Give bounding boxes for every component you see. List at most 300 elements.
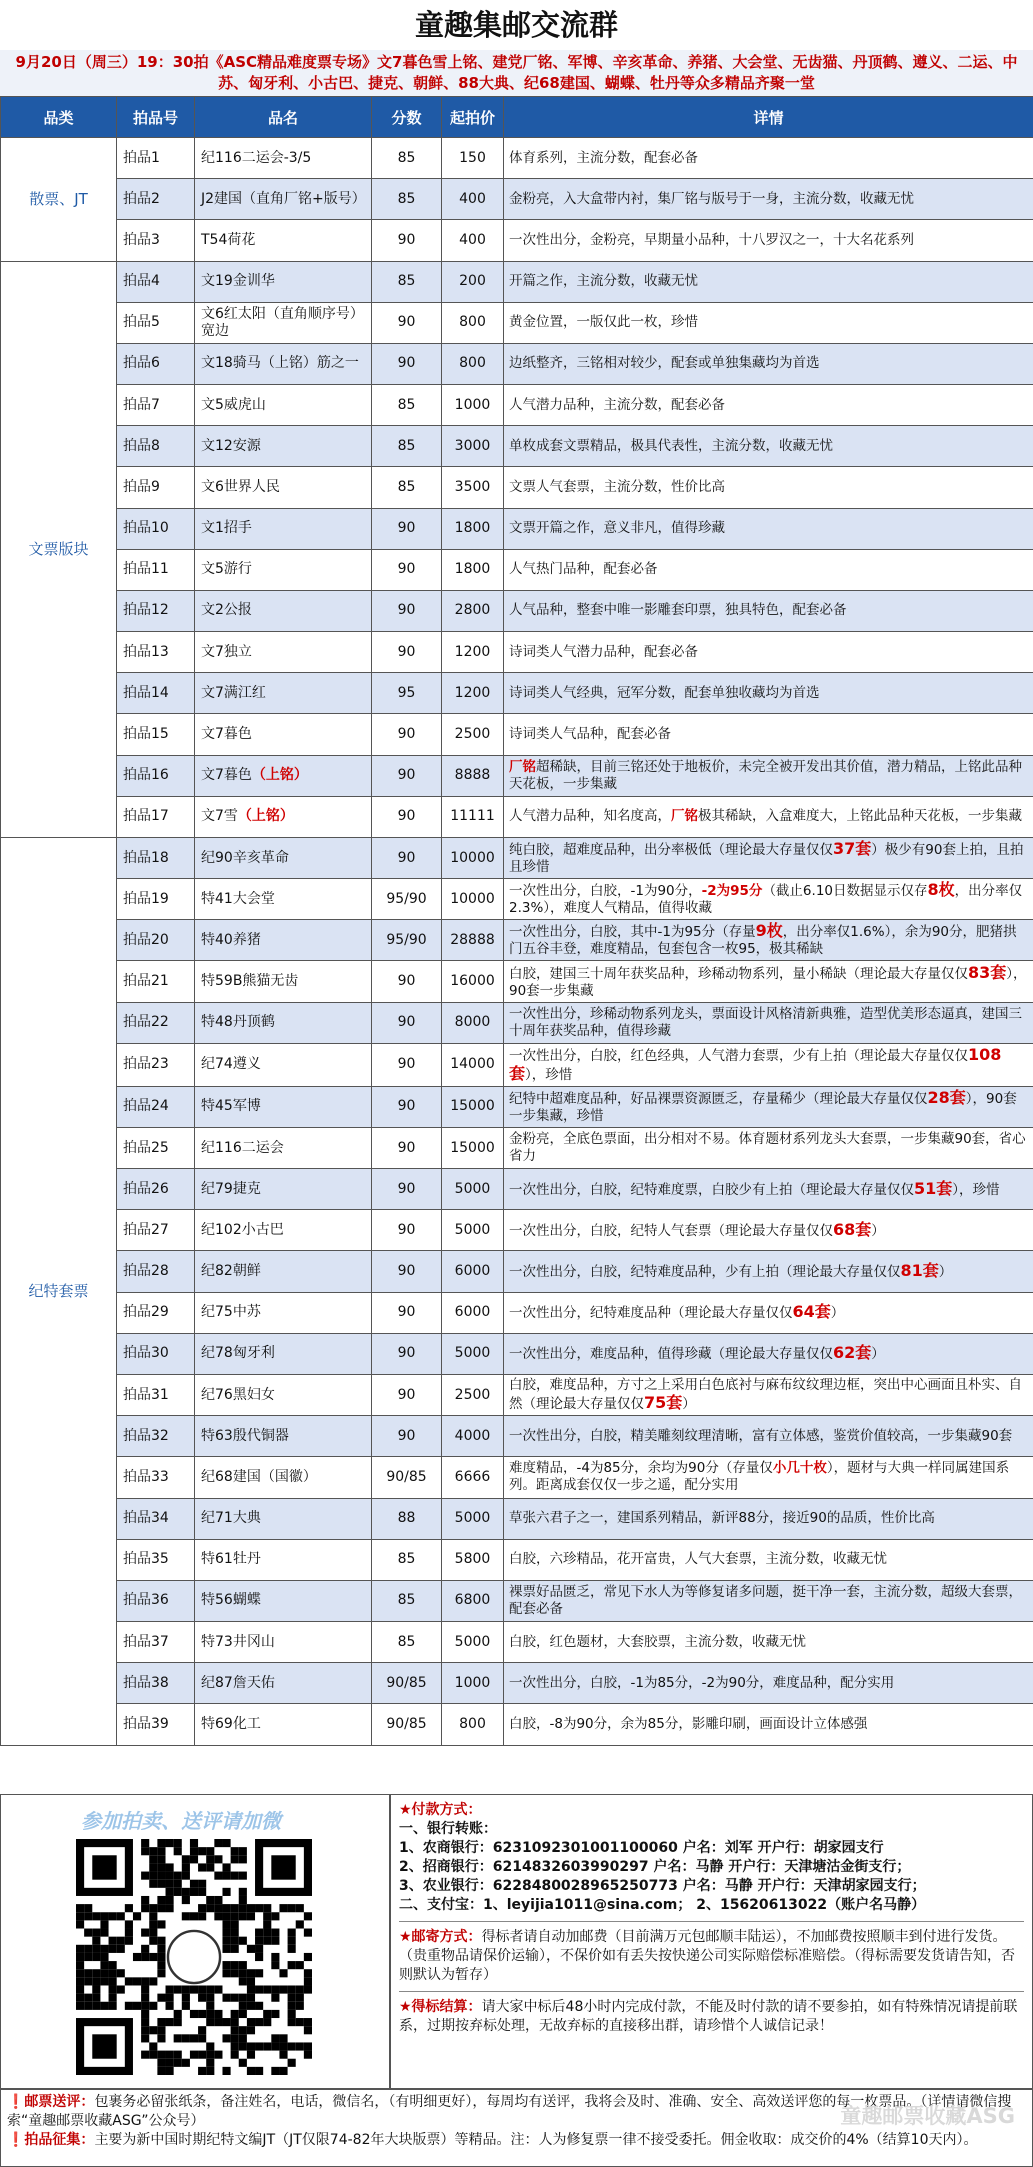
payment-title: ★付款方式： [399,1802,482,1818]
detail-text: 白胶，建国三十周年获奖品种，珍稀动物系列，量小稀缺（理论最大存量仅仅 [509,965,968,982]
category-cell: 纪特套票 [1,837,117,1745]
qr-panel [0,1794,390,2089]
pay-line-2: 2、招商银行：6214832603990297 户名：马静 开户行：天津塘沽金街支行； [399,1859,911,1875]
lot-name: 纪76黑妇女 [201,1386,275,1403]
col-header-start-price: 起拍价 [442,97,504,138]
detail-cell [504,1333,1033,1374]
score-cell: 88 [372,1498,442,1539]
score-cell: 90 [372,1169,442,1210]
detail-text: ），珍惜 [952,1181,1000,1198]
table-row [1,1457,1033,1498]
start-price-cell: 8000 [442,1002,504,1043]
table-row [1,1043,1033,1086]
start-price-cell: 5000 [442,1210,504,1251]
score-cell: 90 [372,1251,442,1292]
collect-text: 主要为新中国时期纪特文编JT（JT仅限74-82年大块版票）等精品。注：人为修复票一律不接受委托。佣金收取：成交价的4%（结算10天内）。 [94,2132,978,2148]
table-row [1,1704,1033,1745]
lot-number-cell: 拍品13 [117,632,195,673]
detail-text: 人气潜力品种，主流分数，配套必备 [509,396,725,413]
detail-text: -2为95分 [701,883,763,900]
lot-name: 特63殷代铜器 [201,1427,289,1444]
detail-cell [504,590,1033,631]
detail-text: 8枚 [927,880,955,900]
pay-line-4: 二、支付宝：1、leyijia1011@sina.com； 2、15620613022（账户名马静） [399,1897,926,1913]
detail-text: 白胶，六珍精品，花开富贵，人气大套票，主流分数，收藏无忧 [509,1551,887,1568]
lot-name-cell [195,549,372,590]
start-price-cell: 16000 [442,961,504,1002]
score-cell: 90 [372,590,442,631]
start-price-cell: 11111 [442,796,504,837]
table-row [1,179,1033,220]
lot-name: 纪82朝鲜 [201,1263,261,1280]
table-header-row [1,97,1033,138]
wechat-qr-code [76,1839,312,2075]
lot-name: 文2公报 [201,602,252,619]
table-row [1,1086,1033,1127]
settle-text: 请大家中标后48小时内完成付款，不能及时付款的请不要参拍，如有特殊情况请提前联系，过期按弃标处理，无故弃标的直接移出群，请珍惜个人诚信记录！ [399,1999,1018,2034]
detail-text: 人气潜力品种，知名度高， [509,808,671,825]
detail-text: 一次性出分，难度品种，值得珍藏（理论最大存量仅仅 [509,1346,833,1363]
lot-name: 文12安源 [201,437,261,454]
lot-name: 文7满江红 [201,684,266,701]
detail-text: 28套 [927,1087,966,1107]
table-row [1,837,1033,878]
detail-cell [504,261,1033,302]
detail-text: 一次性出分，珍稀动物系列龙头，票面设计风格清新典雅，造型优美形态逼真，建国三十周年获奖品种，值得珍藏 [509,1005,1022,1039]
lot-number-cell: 拍品22 [117,1002,195,1043]
detail-cell [504,1169,1033,1210]
start-price-cell: 10000 [442,837,504,878]
lot-name-cell [195,302,372,343]
lot-name: 纪75中苏 [201,1304,261,1321]
lot-number-cell: 拍品20 [117,920,195,961]
detail-text: 体育系列，主流分数，配套必备 [509,149,698,166]
detail-cell [504,632,1033,673]
detail-text: 108套 [509,1044,1002,1083]
table-row [1,1622,1033,1663]
detail-text: ） [938,1264,953,1281]
lot-number-cell: 拍品26 [117,1169,195,1210]
lot-number-cell: 拍品2 [117,179,195,220]
detail-cell [504,302,1033,343]
score-cell: 90 [372,302,442,343]
detail-text: 文票人气套票，主流分数，性价比高 [509,478,725,495]
lot-name-cell [195,1539,372,1580]
lot-number-cell: 拍品16 [117,755,195,796]
lot-name-cell [195,508,372,549]
col-header-score: 分数 [372,97,442,138]
score-cell: 95 [372,673,442,714]
detail-text: 单枚成套文票精品，极具代表性，主流分数，收藏无忧 [509,437,833,454]
detail-cell [504,1416,1033,1457]
lot-name: 特69化工 [201,1715,261,1732]
lot-name: 纪116二运会 [201,1139,284,1156]
detail-text: 一次性出分，白胶，纪特难度品种，少有上拍（理论最大存量仅仅 [509,1264,901,1281]
detail-cell [504,673,1033,714]
start-price-cell: 5000 [442,1622,504,1663]
lot-name-cell [195,1580,372,1621]
detail-text: 一次性出分，白胶，纪特人气套票（理论最大存量仅仅 [509,1222,833,1239]
detail-text: 64套 [792,1302,831,1322]
score-cell: 90 [372,508,442,549]
detail-cell [504,879,1033,920]
score-cell: 90 [372,755,442,796]
detail-cell [504,1210,1033,1251]
lot-name-cell [195,1457,372,1498]
detail-cell [504,1292,1033,1333]
info-section [0,1794,1033,2089]
detail-text: 一次性出分，白胶，-1为90分， [509,883,702,900]
lot-name-cell [195,1333,372,1374]
score-cell: 90 [372,961,442,1002]
detail-text: 白胶，-8为90分，余为85分，影雕印刷，画面设计立体感强 [509,1715,868,1732]
lot-number-cell: 拍品38 [117,1663,195,1704]
lot-number-cell: 拍品4 [117,261,195,302]
table-row [1,385,1033,426]
score-cell: 90 [372,837,442,878]
detail-cell [504,220,1033,261]
start-price-cell: 2800 [442,590,504,631]
start-price-cell: 5000 [442,1498,504,1539]
lot-name-cell [195,632,372,673]
score-cell: 85 [372,385,442,426]
lot-name: 文1招手 [201,520,252,537]
table-row [1,590,1033,631]
table-row [1,1663,1033,1704]
lot-name: 纪90辛亥革命 [201,849,289,866]
detail-text: 诗词类人气品种，配套必备 [509,725,671,742]
score-cell: 90 [372,343,442,384]
detail-text: ，出分率仅2.3%），难度人气精品，值得收藏 [509,883,1023,917]
detail-cell [504,1086,1033,1127]
score-cell: 85 [372,179,442,220]
detail-text: 一次性出分，纪特难度品种（理论最大存量仅仅 [509,1305,793,1322]
lot-name-cell [195,1622,372,1663]
lot-name: 文7暮色 [201,725,252,742]
start-price-cell: 15000 [442,1127,504,1168]
detail-text: ） [871,1346,885,1363]
lot-name-cell [195,590,372,631]
lot-number-cell: 拍品29 [117,1292,195,1333]
table-row [1,467,1033,508]
table-row [1,1127,1033,1168]
score-cell: 90 [372,1086,442,1127]
lot-number-cell: 拍品30 [117,1333,195,1374]
table-row [1,1251,1033,1292]
table-row [1,261,1033,302]
mail-section [399,1921,1024,1985]
lot-number-cell: 拍品11 [117,549,195,590]
lot-name-cell [195,1210,372,1251]
lot-name-cell [195,1043,372,1086]
start-price-cell: 5000 [442,1169,504,1210]
auction-subtitle: 9月20日（周三）19：30拍《ASC精品难度票专场》文7暮色雪上铭、建党厂铭、军博、辛亥革命、养猪、大会堂、无齿猫、丹顶鹤、遵义、二运、中苏、匈牙利、小古巴、捷克、朝鲜、88大典、纪68建国、蝴蝶、牡丹等众多精品齐聚一堂 [0,50,1033,96]
detail-text: 边纸整齐，三铭相对较少，配套或单独集藏均为首选 [509,355,820,372]
lot-name: 纪78匈牙利 [201,1345,275,1362]
lot-number-cell: 拍品14 [117,673,195,714]
lot-name: 文5威虎山 [201,396,266,413]
mail-text: 得标者请自动加邮费（目前满万元包邮顺丰陆运），不加邮费按照顺丰到付进行发货。（贵重物品请保价运输），不保价如有丢失按快递公司实际赔偿标准赔偿。（得标需要发货请告知，否则默认为暂存） [399,1929,1015,1983]
settle-title: ★得标结算： [399,1999,482,2015]
lot-name: 文6红太阳（直角顺序号）宽边 [201,305,364,339]
score-cell: 90 [372,1333,442,1374]
detail-text: 纯白胶，超难度品种，出分率极低（理论最大存量仅仅 [509,842,833,858]
table-row [1,1333,1033,1374]
lot-name-cell [195,385,372,426]
lot-name-cell [195,426,372,467]
lot-name-cell [195,220,372,261]
detail-cell [504,920,1033,961]
lot-name-cell [195,1127,372,1168]
start-price-cell: 6000 [442,1251,504,1292]
lot-name: 文7雪 [201,808,238,825]
detail-cell [504,1663,1033,1704]
col-header-lot-no: 拍品号 [117,97,195,138]
collect-title: ❗拍品征集： [7,2132,95,2148]
lot-name-cell [195,467,372,508]
payment-panel [390,1794,1033,2089]
score-cell: 90 [372,1210,442,1251]
score-cell: 85 [372,426,442,467]
lot-number-cell: 拍品18 [117,837,195,878]
score-cell: 90 [372,1043,442,1086]
lot-number-cell: 拍品27 [117,1210,195,1251]
lot-name: 文7暮色 [201,767,252,784]
lot-name: 纪71大典 [201,1510,261,1527]
page-title: 童趣集邮交流群 [0,0,1033,50]
lot-name-cell [195,138,372,179]
table-row [1,1539,1033,1580]
detail-text: 白胶，难度品种，方寸之上采用白色底衬与麻布纹纹理边框，突出中心画面且朴实、自然（理论最大存量仅仅 [509,1377,1022,1413]
detail-cell [504,138,1033,179]
lot-name: 纪74遵义 [201,1056,261,1073]
start-price-cell: 150 [442,138,504,179]
detail-text: 62套 [833,1343,872,1363]
detail-text: 51套 [914,1178,953,1198]
table-row [1,673,1033,714]
start-price-cell: 200 [442,261,504,302]
pay-line-3: 3、农业银行：6228480028965250773 户名：马静 开户行：天津胡家园支行； [399,1878,926,1894]
lot-number-cell: 拍品6 [117,343,195,384]
lot-number-cell: 拍品12 [117,590,195,631]
detail-text: 37套 [833,839,872,858]
lot-name: 文18骑马（上铭）筋之一 [201,355,359,372]
watermark-logo: 童趣邮票收藏ASG [840,2104,1015,2128]
col-header-category: 品类 [1,97,117,138]
table-row [1,1002,1033,1043]
start-price-cell: 2500 [442,714,504,755]
avatar [168,1931,220,1983]
table-row [1,508,1033,549]
lot-number-cell: 拍品39 [117,1704,195,1745]
detail-text: 文票开篇之作，意义非凡，值得珍藏 [509,520,725,537]
lot-number-cell: 拍品35 [117,1539,195,1580]
detail-text: ），90套一步集藏 [509,965,1027,999]
score-cell: 90 [372,220,442,261]
table-body [1,138,1033,1746]
lot-name: 特73井冈山 [201,1633,275,1650]
detail-text: 厂铭 [671,808,698,825]
lot-name-cell [195,755,372,796]
detail-cell [504,1127,1033,1168]
score-cell: 90 [372,1002,442,1043]
detail-text: 金粉亮，入大盒带内衬，集厂铭与版号于一身，主流分数，收藏无忧 [509,190,914,207]
start-price-cell: 800 [442,343,504,384]
start-price-cell: 800 [442,302,504,343]
start-price-cell: 6800 [442,1580,504,1621]
lot-number-cell: 拍品17 [117,796,195,837]
detail-text: 开篇之作，主流分数，收藏无忧 [509,273,698,290]
score-cell: 90 [372,796,442,837]
lot-name: 纪68建国（国徽） [201,1468,317,1485]
table-row [1,755,1033,796]
table-row [1,220,1033,261]
table-row [1,879,1033,920]
start-price-cell: 15000 [442,1086,504,1127]
score-cell: 85 [372,261,442,302]
auction-table [0,96,1033,1746]
detail-cell [504,1043,1033,1086]
lot-number-cell: 拍品15 [117,714,195,755]
table-row [1,920,1033,961]
lot-number-cell: 拍品25 [117,1127,195,1168]
detail-text: ） [682,1396,696,1413]
lot-number-cell: 拍品5 [117,302,195,343]
detail-text: ），90套一步集藏，珍惜 [509,1090,1017,1124]
detail-text: 一次性出分，白胶，红色经典，人气潜力套票，少有上拍（理论最大存量仅仅 [509,1047,968,1064]
detail-cell [504,343,1033,384]
detail-text: 黄金位置，一版仅此一枚，珍惜 [509,314,698,331]
lot-number-cell: 拍品24 [117,1086,195,1127]
lot-name-cell [195,261,372,302]
lot-name-cell [195,1002,372,1043]
score-cell: 90 [372,632,442,673]
lot-name: 纪87詹天佑 [201,1674,275,1691]
lot-number-cell: 拍品31 [117,1374,195,1415]
table-row [1,1169,1033,1210]
score-cell: 85 [372,1622,442,1663]
detail-text: ），题材与大典一样同属建国系列。距离成套仅仅一步之遥，配分实用 [509,1460,1010,1494]
score-cell: 90 [372,1127,442,1168]
detail-cell [504,714,1033,755]
lot-name-cell [195,920,372,961]
col-header-name: 品名 [195,97,372,138]
lot-name: 特40养猪 [201,931,261,948]
review-text: 包裹务必留张纸条，备注姓名，电话，微信名，（有明细更好），每周均有送评，我将会及时、准确、安全、高效送评您的每一枚票品。（详情请微信搜索“童趣邮票收藏ASG”公众号） [7,2094,1012,2129]
lot-name: 纪79捷克 [201,1180,261,1197]
lot-number-cell: 拍品10 [117,508,195,549]
detail-text: 68套 [833,1219,872,1239]
score-cell: 90 [372,1416,442,1457]
start-price-cell: 3000 [442,426,504,467]
lot-number-cell: 拍品23 [117,1043,195,1086]
collect-note [7,2131,1026,2150]
start-price-cell: 5000 [442,1333,504,1374]
detail-cell [504,1539,1033,1580]
score-cell: 90 [372,1374,442,1415]
lot-name: 特48丹顶鹤 [201,1014,275,1031]
lot-name: 纪116二运会-3/5 [201,149,312,166]
lot-number-cell: 拍品37 [117,1622,195,1663]
detail-cell [504,385,1033,426]
detail-text: 裸票好品匮乏，常见下水人为等修复诸多问题，挺干净一套，主流分数，超级大套票，配套必备 [509,1583,1022,1617]
score-cell: 85 [372,1580,442,1621]
detail-text: 小几十枚 [772,1460,827,1477]
start-price-cell: 2500 [442,1374,504,1415]
start-price-cell: 4000 [442,1416,504,1457]
lot-name: 文5游行 [201,561,252,578]
bank-title: 一、银行转账： [399,1821,497,1837]
lot-name-cell [195,879,372,920]
detail-text: 一次性出分，白胶，其中-1为95分（存量 [509,924,756,941]
detail-text: 纪特中超难度品种，好品裸票资源匮乏，存量稀少（理论最大存量仅仅 [509,1090,928,1107]
detail-cell [504,1498,1033,1539]
score-cell: 95/90 [372,920,442,961]
lot-name-cell [195,1086,372,1127]
lot-name: 文6世界人民 [201,478,280,495]
detail-text: 81套 [900,1261,939,1281]
lot-number-cell: 拍品19 [117,879,195,920]
table-row [1,1580,1033,1621]
lot-name: 特41大会堂 [201,890,275,907]
score-cell: 90/85 [372,1663,442,1704]
lot-number-cell: 拍品32 [117,1416,195,1457]
start-price-cell: 1200 [442,632,504,673]
review-title: ❗邮票送评： [7,2094,95,2110]
lot-name-cell [195,1251,372,1292]
detail-cell [504,467,1033,508]
lot-name-cell [195,796,372,837]
table-row [1,632,1033,673]
detail-cell [504,837,1033,878]
lot-number-cell: 拍品3 [117,220,195,261]
table-row [1,1374,1033,1415]
col-header-detail: 详情 [504,97,1033,138]
detail-cell [504,755,1033,796]
lot-name-cell [195,179,372,220]
detail-cell [504,1002,1033,1043]
lot-number-cell: 拍品34 [117,1498,195,1539]
lot-name: 特45军博 [201,1098,261,1115]
detail-text: 白胶，红色题材，大套胶票，主流分数，收藏无忧 [509,1633,806,1650]
start-price-cell: 5800 [442,1539,504,1580]
lot-number-cell: 拍品8 [117,426,195,467]
detail-text: 一次性出分，白胶，精美雕刻纹理清晰，富有立体感，鉴赏价值较高，一步集藏90套 [509,1427,1013,1444]
lot-name: 特61牡丹 [201,1551,261,1568]
detail-text: （截止6.10日数据显示仅存 [762,883,928,900]
score-cell: 95/90 [372,879,442,920]
table-row [1,426,1033,467]
start-price-cell: 1200 [442,673,504,714]
lot-name-cell [195,1416,372,1457]
detail-text: ） [830,1305,845,1322]
detail-cell [504,426,1033,467]
lot-name-cell [195,673,372,714]
score-cell: 90 [372,1292,442,1333]
lot-name: T54荷花 [201,231,256,248]
detail-cell [504,961,1033,1002]
table-row [1,1292,1033,1333]
detail-text: 诗词类人气经典，冠军分数，配套单独收藏均为首选 [509,684,820,701]
detail-text: 人气品种，整套中唯一影雕套印票，独具特色，配套必备 [509,602,847,619]
lot-name: 纪102小古巴 [201,1221,284,1238]
detail-text: 83套 [968,962,1007,982]
detail-cell [504,508,1033,549]
table-row [1,961,1033,1002]
detail-text: 一次性出分，白胶，-1为85分，-2为90分，难度品种，配分实用 [509,1674,895,1691]
detail-text: 难度精品，-4为85分，余均为90分（存量仅 [509,1460,773,1477]
detail-cell [504,1704,1033,1745]
